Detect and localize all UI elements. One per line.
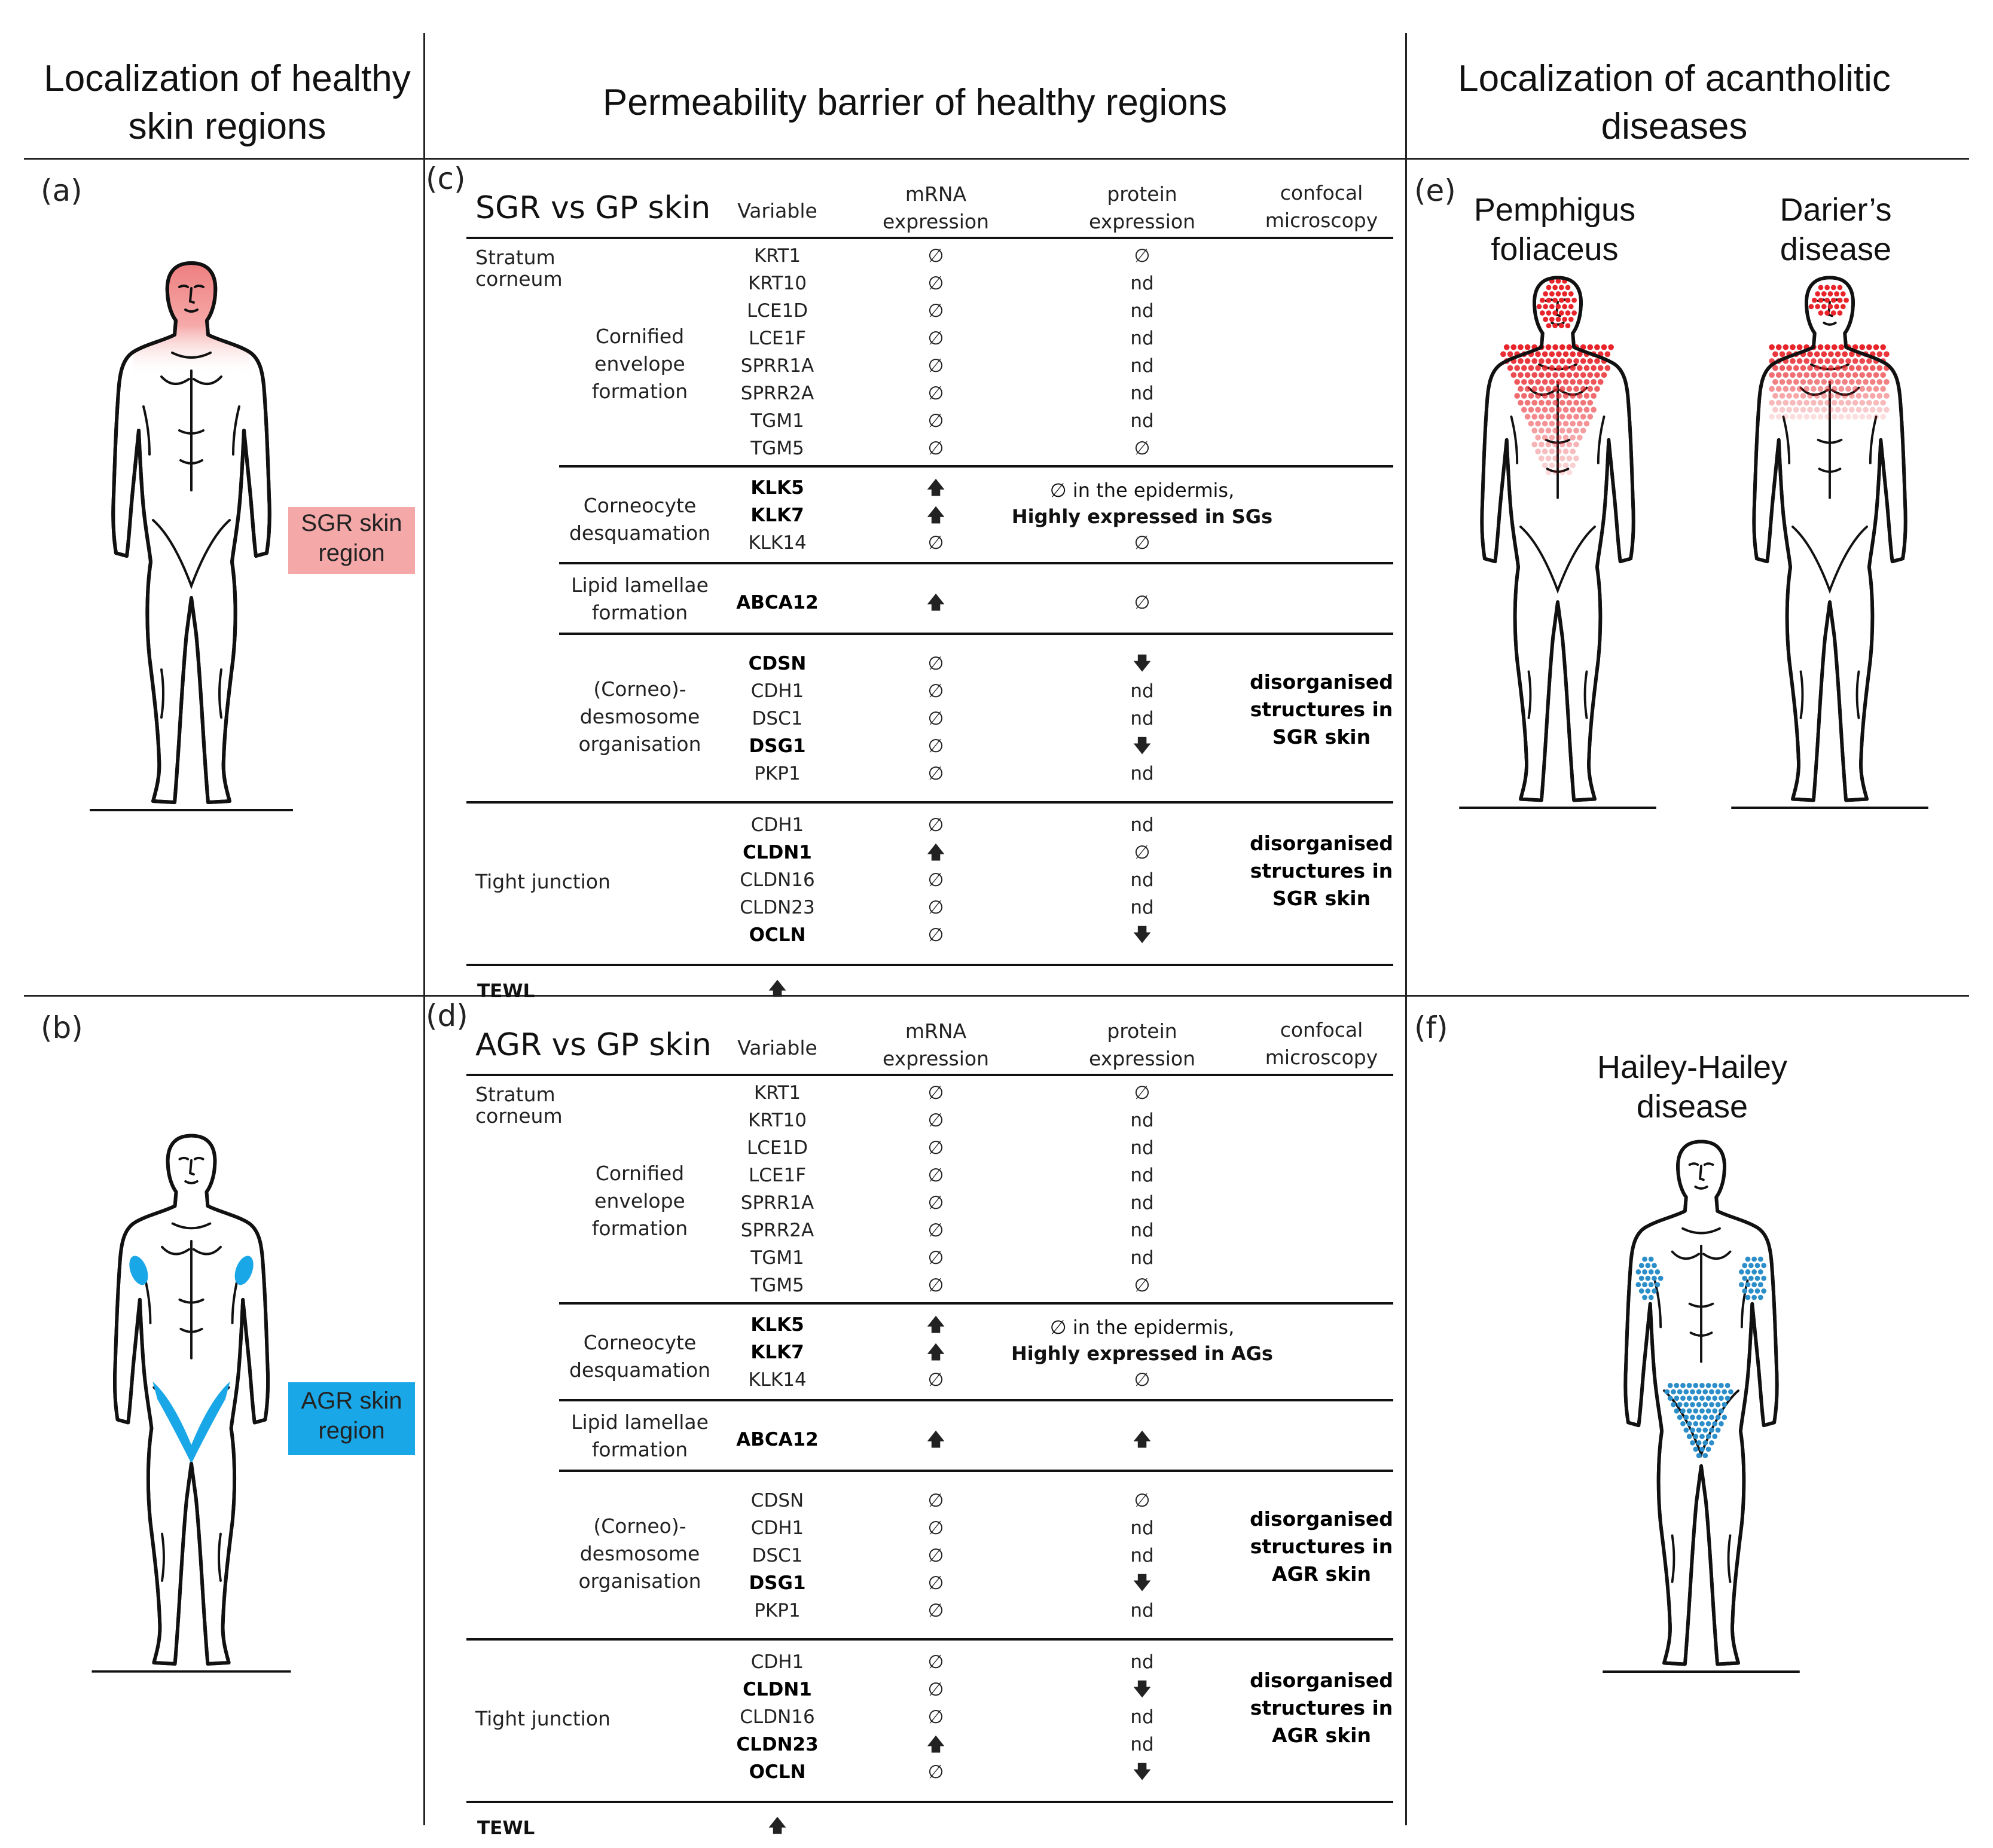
protein-cell: nd <box>1130 869 1154 891</box>
variable-cell: SPRR2A <box>740 1220 814 1241</box>
protein-cell: nd <box>1130 1165 1154 1186</box>
variable-cell: DSC1 <box>752 1545 803 1566</box>
variable-cell: CLDN16 <box>740 1706 815 1728</box>
table-rule <box>466 1801 1393 1803</box>
table-rule <box>559 562 1393 564</box>
variable-cell: CDH1 <box>750 680 804 702</box>
table-rule <box>466 801 1393 804</box>
protein-cell: 🡅 <box>1133 1429 1152 1450</box>
mrna-cell: ∅ <box>927 1517 944 1539</box>
column-header-mrna: mRNA expression <box>882 1019 989 1070</box>
protein-cell: nd <box>1130 1247 1154 1269</box>
mrna-cell: ∅ <box>927 1275 944 1296</box>
mrna-cell: 🡅 <box>926 592 945 613</box>
variable-cell: DSG1 <box>749 1572 806 1594</box>
mrna-cell: ∅ <box>927 1192 944 1214</box>
variable-cell: OCLN <box>749 1761 806 1783</box>
table-rule <box>559 1399 1393 1401</box>
body-figure-darier <box>1734 266 1925 828</box>
mrna-cell: ∅ <box>927 1545 944 1566</box>
protein-cell: ∅ <box>1134 1082 1150 1104</box>
table-title: SGR vs GP skin <box>475 190 711 226</box>
variable-cell: CDSN <box>748 653 807 674</box>
group-desquamation-label: Corneocyte desquamation <box>569 494 711 545</box>
protein-cell: nd <box>1130 1110 1154 1131</box>
variable-cell: LCE1F <box>748 1165 807 1186</box>
tewl-label: TEWL <box>477 980 535 1002</box>
disease-title-darier: Darier’s disease <box>1780 192 1892 267</box>
mrna-cell: ∅ <box>927 410 944 432</box>
protein-cell: nd <box>1130 897 1154 918</box>
mrna-cell: ∅ <box>927 383 944 404</box>
desquamation-note-1: ∅ in the epidermis, <box>1049 479 1235 502</box>
mrna-cell: ∅ <box>927 300 944 322</box>
mrna-cell: ∅ <box>927 1082 944 1104</box>
mrna-cell: ∅ <box>927 1110 944 1131</box>
variable-cell: DSC1 <box>752 708 803 729</box>
variable-cell: KLK5 <box>750 1314 804 1336</box>
protein-cell: nd <box>1130 355 1154 377</box>
mrna-cell: ∅ <box>927 680 944 702</box>
variable-cell: SPRR1A <box>740 355 814 377</box>
protein-cell: ∅ <box>1134 842 1150 863</box>
variable-cell: CDH1 <box>750 1517 804 1539</box>
body-figure-sgr <box>96 251 287 831</box>
protein-cell: nd <box>1130 708 1154 729</box>
column-header-confocal: confocal microscopy <box>1265 181 1378 232</box>
variable-cell: KLK5 <box>750 477 804 499</box>
protein-cell: 🡇 <box>1133 1761 1152 1783</box>
header-rule <box>24 158 1969 160</box>
variable-cell: LCE1F <box>748 328 807 349</box>
divider-left <box>423 33 425 1825</box>
table-rule <box>466 237 1393 239</box>
middle-rule <box>24 995 1969 997</box>
protein-cell: ∅ <box>1134 592 1150 613</box>
variable-cell: ABCA12 <box>736 1429 819 1450</box>
protein-cell: nd <box>1130 763 1154 784</box>
table-rule <box>559 1470 1393 1472</box>
variable-cell: KLK7 <box>750 505 804 526</box>
mrna-cell: 🡅 <box>926 505 945 526</box>
variable-cell: LCE1D <box>746 300 808 322</box>
disease-title-hailey: Hailey-Hailey disease <box>1597 1049 1788 1125</box>
panel-label-b: (b) <box>41 1010 83 1045</box>
header-middle: Permeability barrier of healthy regions <box>602 82 1228 123</box>
disease-title-pemphigus: Pemphigus foliaceus <box>1473 192 1636 267</box>
mrna-cell: ∅ <box>927 763 944 784</box>
column-header-confocal: confocal microscopy <box>1265 1018 1378 1069</box>
mrna-cell: ∅ <box>927 438 944 459</box>
mrna-cell: ∅ <box>927 653 944 674</box>
variable-cell: CDH1 <box>750 1651 804 1673</box>
variable-cell: CLDN1 <box>743 842 812 863</box>
mrna-cell: ∅ <box>927 1761 944 1783</box>
variable-cell: CLDN16 <box>740 869 815 891</box>
tight-junction-confocal-note: disorganised structures in SGR skin <box>1250 832 1393 910</box>
variable-cell: TGM1 <box>750 410 804 432</box>
group-lipid-label: Lipid lamellae formation <box>571 1410 709 1461</box>
variable-cell: CLDN23 <box>740 897 815 918</box>
variable-cell: CLDN1 <box>743 1679 812 1700</box>
tight-junction-confocal-note: disorganised structures in AGR skin <box>1250 1669 1393 1747</box>
body-figure-agr <box>96 1124 287 1692</box>
table-rule <box>466 1638 1393 1641</box>
variable-cell: SPRR2A <box>740 383 814 404</box>
variable-cell: KRT10 <box>748 273 807 294</box>
stratum-corneum-label: Stratum corneum <box>475 1083 563 1128</box>
variable-cell: DSG1 <box>749 735 806 757</box>
variable-cell: KLK14 <box>748 532 807 554</box>
mrna-cell: ∅ <box>927 735 944 757</box>
protein-cell: nd <box>1130 1220 1154 1241</box>
group-desquamation-label: Corneocyte desquamation <box>569 1331 711 1382</box>
panel-label-c: (c) <box>426 161 466 196</box>
variable-cell: OCLN <box>749 924 806 946</box>
mrna-cell: ∅ <box>927 1679 944 1700</box>
variable-cell: KLK7 <box>750 1342 804 1363</box>
mrna-cell: ∅ <box>927 1600 944 1621</box>
variable-cell: SPRR1A <box>740 1192 814 1214</box>
mrna-cell: ∅ <box>927 924 944 946</box>
group-lipid-label: Lipid lamellae formation <box>571 573 709 624</box>
variable-cell: CDSN <box>750 1490 804 1511</box>
mrna-cell: ∅ <box>927 1706 944 1728</box>
mrna-cell: 🡅 <box>926 1429 945 1450</box>
variable-cell: KLK14 <box>748 1369 807 1391</box>
mrna-cell: ∅ <box>927 1165 944 1186</box>
panel-label-e: (e) <box>1414 173 1456 208</box>
protein-cell: nd <box>1130 1192 1154 1214</box>
table-rule <box>466 1074 1393 1076</box>
mrna-cell: ∅ <box>927 897 944 918</box>
group-desmosome-label: (Corneo)- desmosome organisation <box>578 677 701 756</box>
protein-cell: nd <box>1130 1600 1154 1621</box>
mrna-cell: ∅ <box>927 532 944 554</box>
protein-cell: 🡇 <box>1133 653 1152 674</box>
mrna-cell: ∅ <box>927 273 944 294</box>
header-right: Localization of acantholitic diseases <box>1458 58 1891 147</box>
column-header-mrna: mRNA expression <box>882 182 989 233</box>
mrna-cell: ∅ <box>927 1247 944 1269</box>
variable-cell: PKP1 <box>754 763 801 784</box>
desquamation-note-2: Highly expressed in AGs <box>1011 1342 1273 1365</box>
variable-cell: TGM5 <box>750 438 804 459</box>
column-header-protein: protein expression <box>1088 182 1195 233</box>
tewl-label: TEWL <box>477 1818 535 1839</box>
protein-cell: nd <box>1130 814 1154 836</box>
protein-cell: nd <box>1130 1734 1154 1755</box>
group-cornified-label: Cornified envelope formation <box>591 1162 688 1240</box>
desmosome-confocal-note: disorganised structures in AGR skin <box>1250 1507 1393 1586</box>
protein-cell: nd <box>1130 383 1154 404</box>
protein-cell: nd <box>1130 410 1154 432</box>
body-figure-hailey <box>1606 1130 1797 1692</box>
agr-region-badge: AGR skin region <box>288 1382 415 1455</box>
protein-cell: 🡇 <box>1133 924 1152 946</box>
mrna-cell: ∅ <box>927 245 944 267</box>
mrna-cell: 🡅 <box>926 477 945 499</box>
protein-cell: 🡇 <box>1133 735 1152 757</box>
protein-cell: nd <box>1130 680 1154 702</box>
protein-cell: ∅ <box>1134 245 1150 267</box>
protein-cell: ∅ <box>1134 438 1150 459</box>
variable-cell: TGM1 <box>750 1247 804 1269</box>
variable-cell: LCE1D <box>746 1137 808 1159</box>
protein-cell: ∅ <box>1134 1490 1150 1511</box>
desquamation-note-2: Highly expressed in SGs <box>1011 505 1273 528</box>
variable-cell: KRT1 <box>753 1082 801 1104</box>
column-header-variable: Variable <box>737 199 817 222</box>
panel-label-a: (a) <box>41 173 83 208</box>
body-figure-pemphigus <box>1462 266 1653 828</box>
protein-cell: 🡇 <box>1133 1572 1152 1594</box>
protein-cell: nd <box>1130 328 1154 349</box>
protein-cell: nd <box>1130 300 1154 322</box>
panel-label-d: (d) <box>426 998 468 1033</box>
mrna-cell: ∅ <box>927 1572 944 1594</box>
mrna-cell: ∅ <box>927 1369 944 1391</box>
mrna-cell: ∅ <box>927 708 944 729</box>
mrna-cell: 🡅 <box>926 1342 945 1363</box>
group-tight-junction-label: Tight junction <box>475 1707 611 1730</box>
protein-cell: 🡇 <box>1133 1679 1152 1700</box>
table-rule <box>466 964 1393 966</box>
mrna-cell: ∅ <box>927 1490 944 1511</box>
group-desmosome-label: (Corneo)- desmosome organisation <box>578 1514 701 1593</box>
group-cornified-label: Cornified envelope formation <box>591 325 688 403</box>
protein-cell: nd <box>1130 1137 1154 1159</box>
mrna-cell: 🡅 <box>926 1734 945 1755</box>
protein-cell: nd <box>1130 1706 1154 1728</box>
tewl-mrna-cell: 🡅 <box>768 1815 787 1837</box>
protein-cell: ∅ <box>1134 1369 1150 1391</box>
variable-cell: TGM5 <box>750 1275 804 1296</box>
protein-cell: ∅ <box>1134 1275 1150 1296</box>
table-rule <box>559 1302 1393 1305</box>
header-left: Localization of healthy skin regions <box>44 58 411 147</box>
table-rule <box>559 465 1393 468</box>
variable-cell: CDH1 <box>750 814 804 836</box>
mrna-cell: ∅ <box>927 355 944 377</box>
protein-cell: nd <box>1130 1651 1154 1673</box>
sgr-region-badge: SGR skin region <box>288 507 415 574</box>
mrna-cell: ∅ <box>927 869 944 891</box>
protein-cell: ∅ <box>1134 532 1150 554</box>
variable-cell: ABCA12 <box>736 592 819 613</box>
stratum-corneum-label: Stratum corneum <box>475 246 563 291</box>
mrna-cell: ∅ <box>927 1651 944 1673</box>
mrna-cell: 🡅 <box>926 842 945 863</box>
group-tight-junction-label: Tight junction <box>475 870 611 893</box>
mrna-cell: ∅ <box>927 328 944 349</box>
mrna-cell: ∅ <box>927 1137 944 1159</box>
table-title: AGR vs GP skin <box>475 1027 712 1063</box>
tewl-mrna-cell: 🡅 <box>768 978 787 1000</box>
table-rule <box>559 633 1393 635</box>
mrna-cell: 🡅 <box>926 1314 945 1336</box>
protein-cell: nd <box>1130 1517 1154 1539</box>
variable-cell: KRT1 <box>753 245 801 267</box>
desquamation-note-1: ∅ in the epidermis, <box>1049 1316 1235 1339</box>
protein-cell: nd <box>1130 273 1154 294</box>
panel-label-f: (f) <box>1414 1010 1448 1045</box>
variable-cell: PKP1 <box>754 1600 801 1621</box>
variable-cell: CLDN23 <box>736 1734 819 1755</box>
mrna-cell: ∅ <box>927 814 944 836</box>
mrna-cell: ∅ <box>927 1220 944 1241</box>
protein-cell: nd <box>1130 1545 1154 1566</box>
variable-cell: KRT10 <box>748 1110 807 1131</box>
desmosome-confocal-note: disorganised structures in SGR skin <box>1250 670 1393 749</box>
divider-right <box>1405 33 1407 1825</box>
column-header-protein: protein expression <box>1088 1019 1195 1070</box>
column-header-variable: Variable <box>737 1036 817 1059</box>
